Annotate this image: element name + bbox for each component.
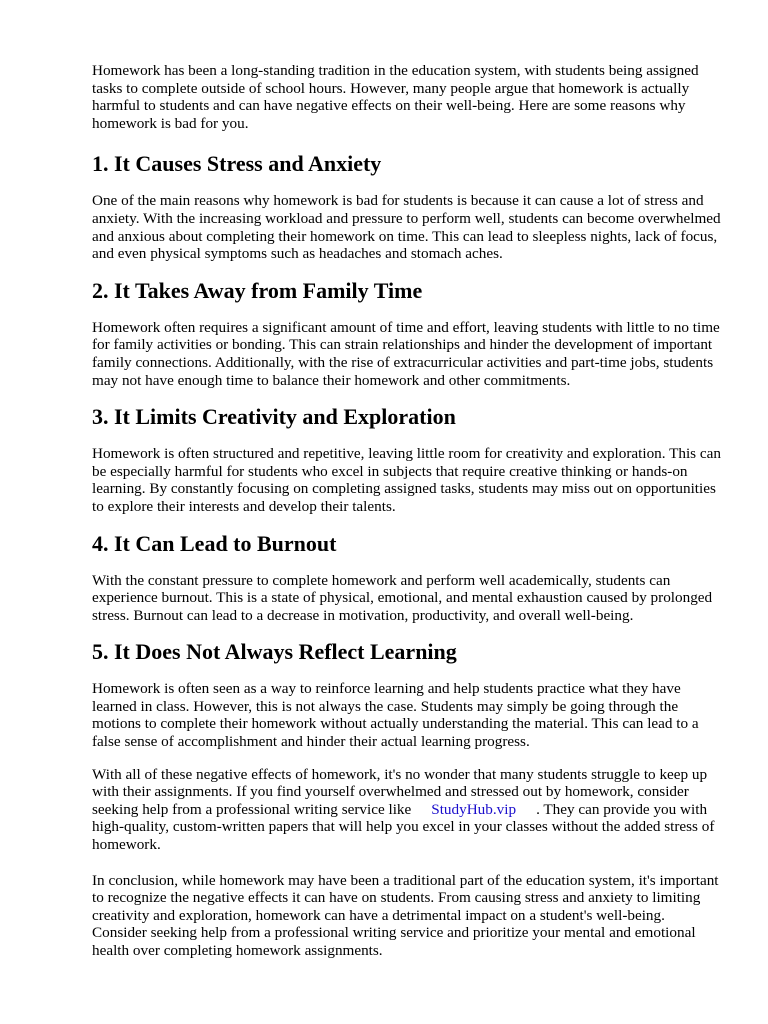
help-paragraph [92,766,722,854]
help-text-after: . They can provide you with high-quality, custom-written papers that will help you excel in your classes without the added stress of homework. [92,800,715,854]
section-body: Homework is often seen as a way to reinforce learning and help students practice what they have learned in class. However, this is not always the case. Students may simply be going through the motions to complete their homework without actually understanding the material. This can lead to a false sense of accomplishment and hinder their actual learning progress. [92,680,699,751]
help-text-before: With all of these negative effects of homework, it's no wonder that many students struggle to keep up with their assignments. If you find yourself overwhelmed and stressed out by homework, consider seeking help from a professional writing service like [92,765,708,818]
conclusion-paragraph: In conclusion, while homework may have been a traditional part of the education system, it's important to recognize the negative effects it can have on students. From causing stress and anxiety to limiting creativity and exploration, homework can have a detrimental impact on a student's well-being. Consider seeking help from a professional writing service and prioritize your mental and emotional health over completing homework assignments. [92,871,719,959]
section-body: Homework often requires a significant amount of time and effort, leaving students with little to no time for family activities or bonding. This can strain relationships and hinder the development of important family connections. Additionally, with the rise of extracurricular activities and part-time jobs, students may not have enough time to balance their homework and other commitments. [92,318,720,389]
section-creativity [92,404,722,515]
section-heading: 4. It Can Lead to Burnout [92,530,337,556]
section-heading: 3. It Limits Creativity and Exploration [92,404,456,430]
section-burnout [92,531,722,625]
section-learning [92,639,722,750]
section-stress [92,151,722,262]
section-body: One of the main reasons why homework is bad for students is because it can cause a lot of stress and anxiety. With the increasing workload and pressure to perform well, students can become overwhelmed and anxious about completing their homework on time. This can lead to sleepless nights, lack of focus, and even physical symptoms such as headaches and stomach aches. [92,192,721,263]
section-heading: 5. It Does Not Always Reflect Learning [92,639,457,665]
document-page [92,62,722,960]
section-body: With the constant pressure to complete homework and perform well academically, students can experience burnout. This is a state of physical, emotional, and mental exhaustion caused by prolonged stress. Burnout can lead to a decrease in motivation, productivity, and overall well-being. [92,571,713,624]
intro-paragraph: Homework has been a long-standing tradition in the education system, with students being assigned tasks to complete outside of school hours. However, many people argue that homework is actually harmful to students and can have negative effects on their well-being. Here are some reasons why homework is bad for you. [92,62,699,132]
section-heading: 2. It Takes Away from Family Time [92,277,423,303]
studyhub-link[interactable]: StudyHub.vip [431,800,517,818]
section-heading: 1. It Causes Stress and Anxiety [92,151,382,177]
section-body: Homework is often structured and repetitive, leaving little room for creativity and exploration. This can be especially harmful for students who excel in subjects that require creative thinking or hands-on learning. By constantly focusing on completing assigned tasks, students may miss out on opportunities to explore their interests and develop their talents. [92,445,721,515]
section-family-time [92,278,722,389]
